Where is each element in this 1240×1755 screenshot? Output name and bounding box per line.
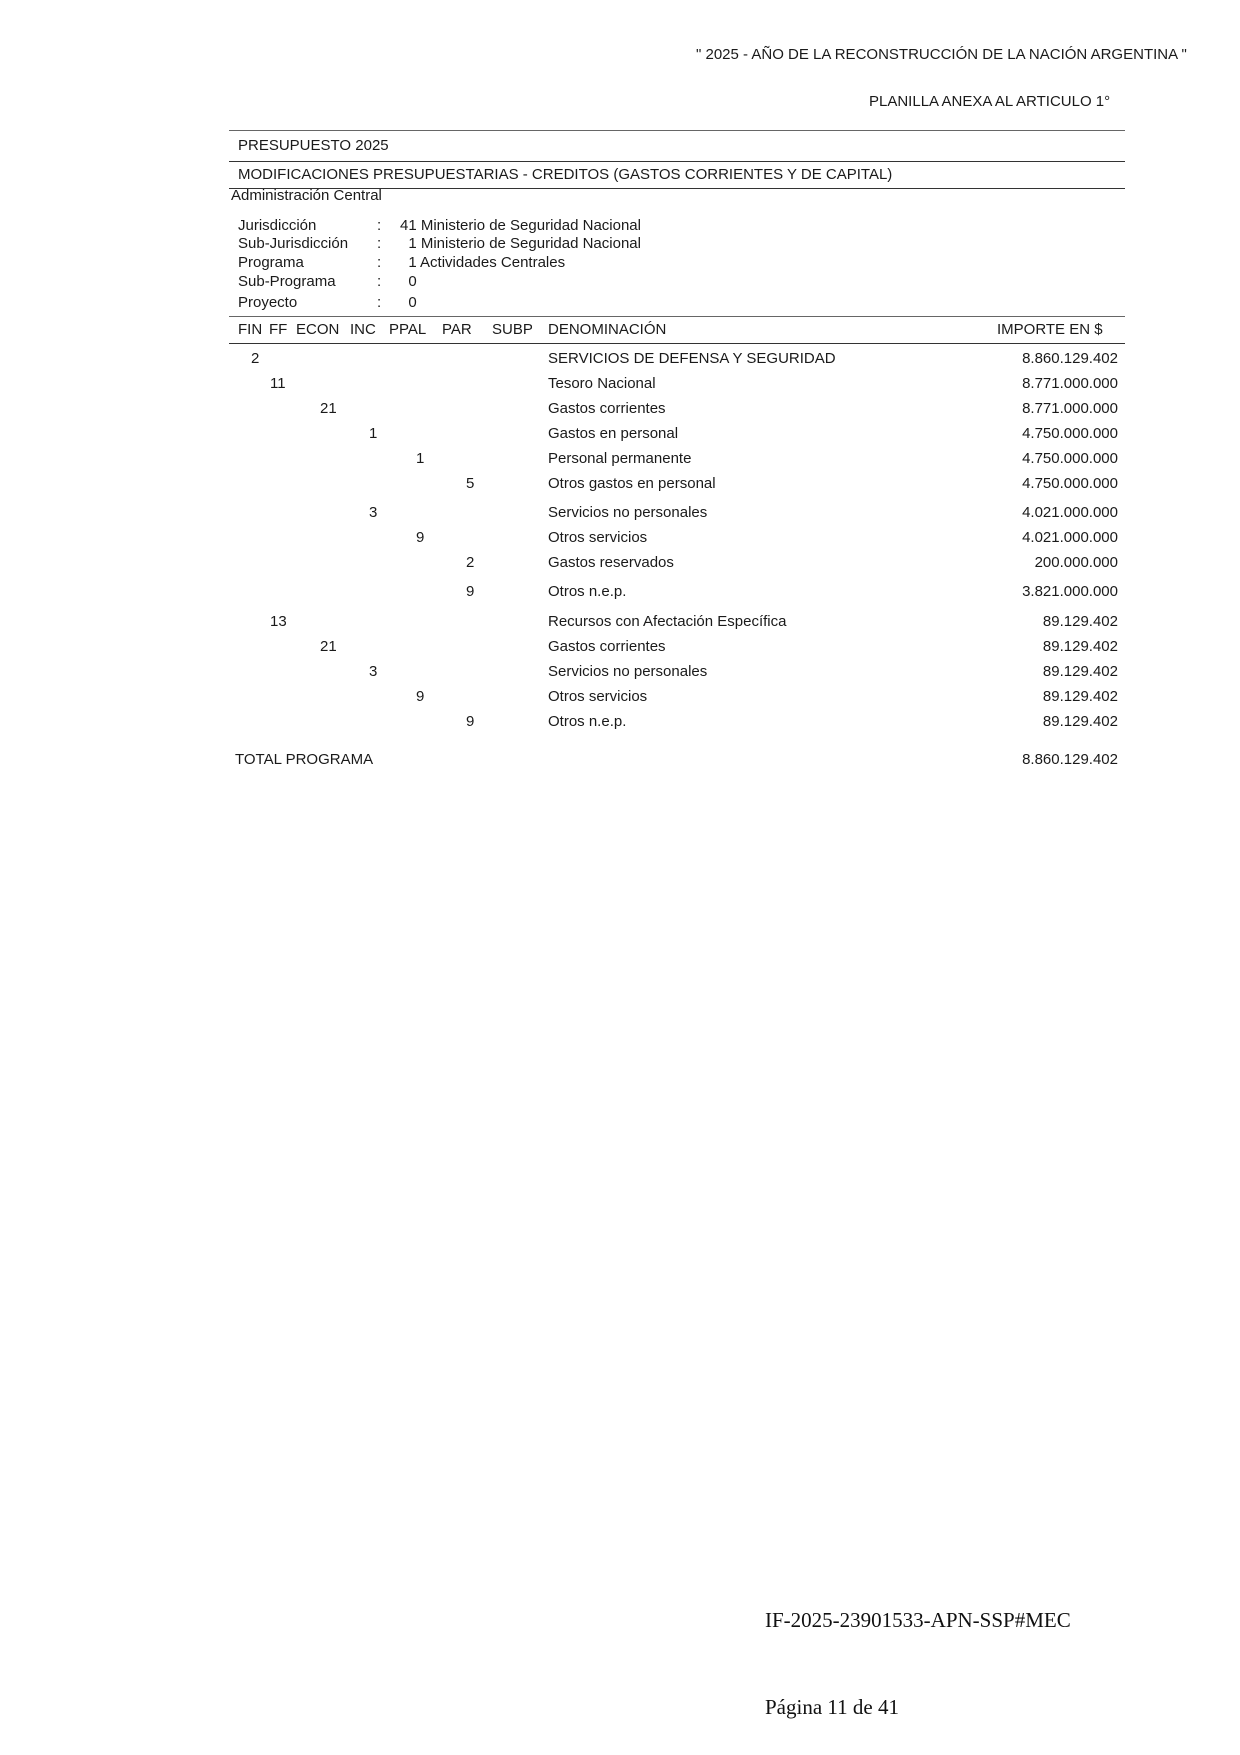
column-header-denominacion: DENOMINACIÓN	[548, 321, 667, 338]
info-label-jurisdiccion: Jurisdicción	[238, 217, 317, 234]
row-code-inc: 3	[369, 504, 378, 521]
column-header-ff: FF	[269, 321, 288, 338]
info-value-proyecto: 0	[400, 294, 417, 311]
column-header-ppal: PPAL	[389, 321, 427, 338]
info-value-jurisdiccion: 41 Ministerio de Seguridad Nacional	[400, 217, 641, 234]
row-code-par: 2	[466, 554, 475, 571]
administration-label: Administración Central	[231, 187, 382, 204]
table-row	[0, 475, 1240, 495]
column-header-inc: INC	[350, 321, 376, 338]
row-importe: 8.771.000.000	[1022, 400, 1118, 417]
row-importe: 4.750.000.000	[1022, 450, 1118, 467]
table-row	[0, 554, 1240, 574]
table-row	[0, 350, 1240, 370]
table-row	[0, 663, 1240, 683]
budget-subtitle: MODIFICACIONES PRESUPUESTARIAS - CREDITOS (GASTOS CORRIENTES Y DE CAPITAL)	[238, 166, 893, 183]
annex-title: PLANILLA ANEXA AL ARTICULO 1°	[869, 93, 1111, 110]
budget-title: PRESUPUESTO 2025	[238, 137, 389, 154]
info-sep: :	[377, 254, 382, 271]
table-row	[0, 688, 1240, 708]
row-denominacion: Gastos reservados	[548, 554, 674, 571]
info-sep: :	[377, 294, 382, 311]
divider	[229, 316, 1125, 317]
info-value-subjurisdiccion: 1 Ministerio de Seguridad Nacional	[400, 235, 641, 252]
row-code-ff: 13	[270, 613, 287, 630]
row-denominacion: Otros servicios	[548, 688, 648, 705]
row-importe: 89.129.402	[1042, 663, 1118, 680]
column-header-econ: ECON	[296, 321, 340, 338]
total-value: 8.860.129.402	[1022, 751, 1118, 768]
row-code-ppal: 9	[416, 529, 425, 546]
row-denominacion: Otros n.e.p.	[548, 713, 627, 730]
divider	[229, 130, 1125, 131]
row-code-ff: 11	[270, 375, 286, 392]
column-header-fin: FIN	[238, 321, 263, 338]
row-importe: 89.129.402	[1042, 638, 1118, 655]
row-code-par: 9	[466, 583, 475, 600]
row-denominacion: Otros gastos en personal	[548, 475, 716, 492]
info-label-subjurisdiccion: Sub-Jurisdicción	[238, 235, 349, 252]
row-code-par: 5	[466, 475, 475, 492]
row-denominacion: Otros servicios	[548, 529, 648, 546]
info-sep: :	[377, 273, 382, 290]
table-row	[0, 529, 1240, 549]
row-importe: 89.129.402	[1042, 688, 1118, 705]
info-label-programa: Programa	[238, 254, 304, 271]
column-header-subp: SUBP	[492, 321, 533, 338]
divider	[229, 161, 1125, 162]
row-code-inc: 1	[369, 425, 378, 442]
row-code-ppal: 1	[416, 450, 425, 467]
row-code-ppal: 9	[416, 688, 425, 705]
table-row	[0, 713, 1240, 733]
info-sep: :	[377, 217, 382, 234]
row-code-fin: 2	[251, 350, 260, 367]
row-importe: 89.129.402	[1042, 613, 1118, 630]
row-denominacion: Tesoro Nacional	[548, 375, 656, 392]
document-id: IF-2025-23901533-APN-SSP#MEC	[765, 1608, 1071, 1632]
table-row	[0, 375, 1240, 395]
info-value-subprograma: 0	[400, 273, 417, 290]
row-importe: 89.129.402	[1042, 713, 1118, 730]
row-denominacion: Servicios no personales	[548, 504, 708, 521]
info-label-subprograma: Sub-Programa	[238, 273, 336, 290]
info-sep: :	[377, 235, 382, 252]
row-denominacion: Recursos con Afectación Específica	[548, 613, 787, 630]
row-denominacion: Gastos en personal	[548, 425, 679, 442]
row-importe: 4.750.000.000	[1022, 475, 1118, 492]
row-code-econ: 21	[320, 638, 337, 655]
info-label-proyecto: Proyecto	[238, 294, 298, 311]
page-number: Página 11 de 41	[765, 1695, 899, 1719]
column-header-importe: IMPORTE EN $	[997, 321, 1103, 338]
row-importe: 200.000.000	[1034, 554, 1118, 571]
table-row	[0, 613, 1240, 633]
row-importe: 4.750.000.000	[1022, 425, 1118, 442]
info-value-programa: 1 Actividades Centrales	[400, 254, 566, 271]
row-importe: 8.860.129.402	[1022, 350, 1118, 367]
row-importe: 8.771.000.000	[1022, 375, 1118, 392]
table-row	[0, 425, 1240, 445]
row-denominacion: Personal permanente	[548, 450, 692, 467]
table-row	[0, 450, 1240, 470]
table-row	[0, 638, 1240, 658]
total-label: TOTAL PROGRAMA	[235, 751, 374, 768]
column-header-par: PAR	[442, 321, 472, 338]
row-denominacion: Otros n.e.p.	[548, 583, 627, 600]
row-code-econ: 21	[320, 400, 337, 417]
header-motto: " 2025 - AÑO DE LA RECONSTRUCCIÓN DE LA NACIÓN ARGENTINA "	[696, 46, 1187, 63]
divider	[229, 343, 1125, 344]
row-code-inc: 3	[369, 663, 378, 680]
row-denominacion: SERVICIOS DE DEFENSA Y SEGURIDAD	[548, 350, 836, 367]
table-row	[0, 400, 1240, 420]
row-importe: 4.021.000.000	[1022, 504, 1118, 521]
row-code-par: 9	[466, 713, 475, 730]
row-importe: 3.821.000.000	[1022, 583, 1118, 600]
row-denominacion: Servicios no personales	[548, 663, 708, 680]
table-row	[0, 504, 1240, 524]
row-importe: 4.021.000.000	[1022, 529, 1118, 546]
row-denominacion: Gastos corrientes	[548, 400, 666, 417]
table-row	[0, 583, 1240, 603]
row-denominacion: Gastos corrientes	[548, 638, 666, 655]
